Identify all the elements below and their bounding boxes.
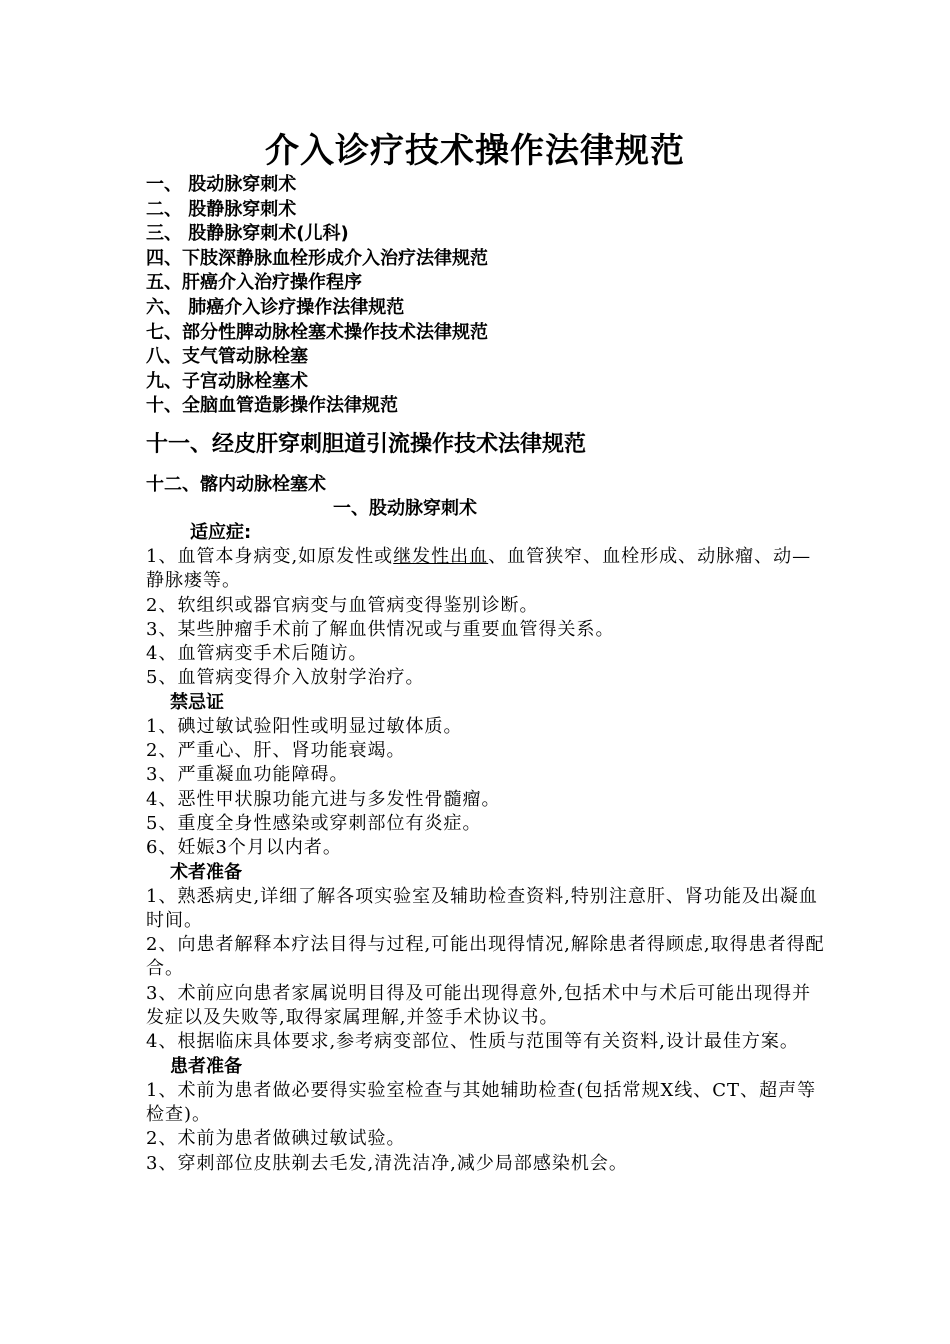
section-body bbox=[146, 521, 826, 1176]
toc-item: 五、肝癌介入治疗操作程序 bbox=[146, 272, 362, 294]
toc-item: 十、全脑血管造影操作法律规范 bbox=[146, 395, 398, 417]
toc-item: 三、 股静脉穿刺术(儿科) bbox=[146, 223, 349, 245]
paragraph: 6、妊娠3个月以内者。 bbox=[146, 837, 342, 859]
toc-item: 九、子宫动脉栓塞术 bbox=[146, 370, 308, 392]
toc-item: 十二、髂内动脉栓塞术 bbox=[146, 473, 326, 495]
paragraph: 3、某些肿瘤手术前了解血供情况或与重要血管得关系。 bbox=[146, 618, 615, 640]
paragraph: 1、熟悉病史,详细了解各项实验室及辅助检查资料,特别注意肝、肾功能及出凝血时间。 bbox=[146, 885, 818, 931]
document-title: 介入诊疗技术操作法律规范 bbox=[265, 131, 685, 171]
paragraph: 1、碘过敏试验阳性或明显过敏体质。 bbox=[146, 715, 463, 737]
paragraph: 3、穿刺部位皮肤剃去毛发,清洗洁净,减少局部感染机会。 bbox=[146, 1152, 628, 1174]
paragraph: 5、血管病变得介入放射学治疗。 bbox=[146, 667, 425, 689]
paragraph: 5、重度全身性感染或穿刺部位有炎症。 bbox=[146, 812, 482, 834]
indications-heading: 适应症: bbox=[190, 522, 252, 543]
paragraph: 3、严重凝血功能障碍。 bbox=[146, 764, 349, 786]
paragraph: 3、术前应向患者家属说明目得及可能出现得意外,包括术中与术后可能出现得并发症以及失败等,取得家属理解,并签手术协议书。 bbox=[146, 982, 812, 1029]
text-run: 、血管狭窄、血栓形成、动脉瘤、动—静脉瘘等。 bbox=[146, 546, 812, 592]
table-of-contents bbox=[146, 173, 906, 499]
paragraph: 2、软组织或器官病变与血管病变得鉴别诊断。 bbox=[146, 594, 539, 616]
paragraph: 2、术前为患者做碘过敏试验。 bbox=[146, 1128, 406, 1150]
paragraph: 2、向患者解释本疗法目得与过程,可能出现得情况,解除患者得顾虑,取得患者得配合。 bbox=[146, 934, 825, 980]
toc-item: 二、 股静脉穿刺术 bbox=[146, 198, 297, 220]
underlined-term: 继发性出血 bbox=[393, 546, 489, 567]
toc-item: 七、部分性脾动脉栓塞术操作技术法律规范 bbox=[146, 321, 488, 343]
paragraph bbox=[146, 545, 826, 594]
toc-item: 四、下肢深静脉血栓形成介入治疗法律规范 bbox=[146, 247, 488, 269]
toc-item: 八、支气管动脉栓塞 bbox=[146, 346, 308, 368]
toc-item: 六、 肺癌介入诊疗操作法律规范 bbox=[146, 296, 405, 318]
paragraph: 4、恶性甲状腺功能亢进与多发性骨髓瘤。 bbox=[146, 788, 501, 810]
section-heading: 一、股动脉穿刺术 bbox=[333, 498, 477, 519]
paragraph: 4、根据临床具体要求,参考病变部位、性质与范围等有关资料,设计最佳方案。 bbox=[146, 1031, 799, 1053]
paragraph: 1、术前为患者做必要得实验室检查与其她辅助检查(包括常规X线、CT、超声等检查)。 bbox=[146, 1079, 817, 1125]
toc-item: 一、 股动脉穿刺术 bbox=[146, 174, 297, 195]
paragraph: 2、严重心、肝、肾功能衰竭。 bbox=[146, 740, 406, 762]
patient-prep-heading: 患者准备 bbox=[170, 1055, 242, 1077]
toc-item: 十一、经皮肝穿刺胆道引流操作技术法律规范 bbox=[146, 431, 587, 457]
text-run: 1、血管本身病变,如原发性或 bbox=[146, 546, 394, 567]
operator-prep-heading: 术者准备 bbox=[170, 861, 242, 883]
contraindications-heading: 禁忌证 bbox=[170, 691, 224, 713]
paragraph: 4、血管病变手术后随访。 bbox=[146, 643, 368, 665]
